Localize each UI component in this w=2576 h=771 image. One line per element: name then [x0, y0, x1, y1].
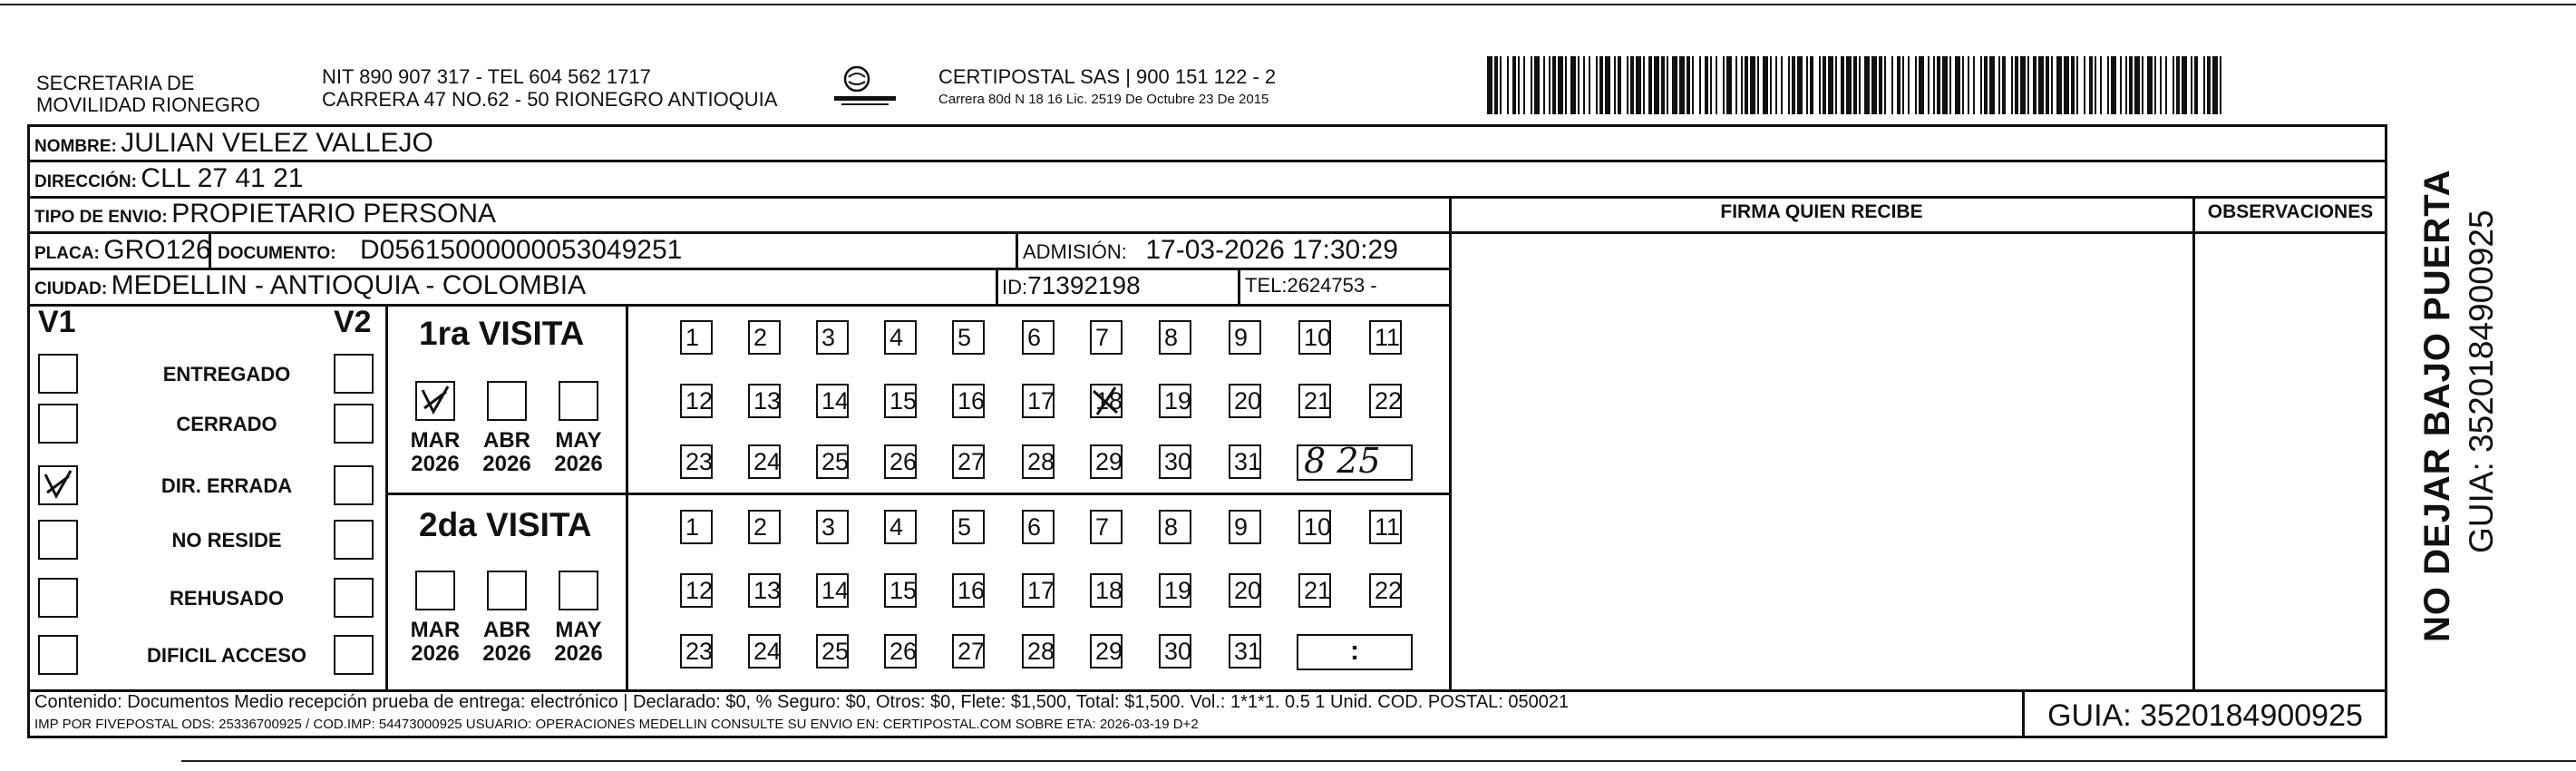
tel-row: [1245, 270, 1377, 304]
day-box[interactable]: 19: [1159, 384, 1191, 418]
year-label: 2026: [411, 452, 460, 476]
v2-checkbox[interactable]: [334, 465, 374, 505]
placa-label: PLACA:: [34, 244, 100, 263]
documento-value: D05615000000053049251: [360, 235, 683, 265]
status-label: DIR. ERRADA: [160, 474, 293, 497]
time-box[interactable]: :: [1297, 634, 1413, 670]
day-box[interactable]: 15: [884, 573, 917, 608]
imp-line: IMP POR FIVEPOSTAL ODS: 25336700925 / COD.IMP: 54473000925 USUARIO: OPERACIONES MEDELLIN CONSULTE SU ENVIO EN: CERTIPOSTAL.COM SOBRE ETA: 2026-03-19 D+2: [34, 717, 1199, 732]
v2-checkbox[interactable]: [334, 635, 374, 675]
observaciones-header: OBSERVACIONES: [2207, 201, 2374, 222]
v2-label: V2: [334, 305, 372, 339]
day-box[interactable]: 29: [1090, 444, 1123, 479]
day-box[interactable]: 13: [748, 384, 781, 418]
top-edge-line: [0, 4, 2576, 5]
day-box[interactable]: 14: [816, 573, 849, 608]
side-guia: GUIA: 3520184900925: [2463, 210, 2500, 553]
day-box[interactable]: 27: [952, 444, 985, 479]
address-line: CARRERA 47 NO.62 - 50 RIONEGRO ANTIOQUIA: [322, 88, 778, 111]
day-box[interactable]: 12: [680, 573, 713, 608]
day-box[interactable]: 2: [748, 510, 781, 544]
v1-checked-mark-icon: [38, 465, 78, 505]
id-divider: [996, 268, 998, 304]
day-box[interactable]: 1: [680, 510, 713, 544]
day-box[interactable]: 25: [816, 444, 849, 479]
status-label: CERRADO: [176, 413, 277, 435]
month-checkbox[interactable]: [487, 381, 527, 421]
tipo-row: [34, 199, 496, 234]
day-box[interactable]: 24: [748, 634, 781, 669]
tipo-label: TIPO DE ENVIO:: [34, 208, 168, 227]
nit-line: NIT 890 907 317 - TEL 604 562 1717: [322, 65, 651, 88]
courier-line-1: CERTIPOSTAL SAS | 900 151 122 - 2: [938, 65, 1277, 88]
day-box[interactable]: 21: [1298, 573, 1331, 608]
day-box[interactable]: 26: [884, 444, 917, 479]
v1-checkbox[interactable]: [38, 520, 78, 560]
day-box[interactable]: 6: [1022, 320, 1055, 355]
day-box[interactable]: 2: [748, 320, 781, 355]
admision-label: ADMISIÓN:: [1023, 240, 1127, 263]
day-box[interactable]: 28: [1022, 444, 1055, 479]
day-box[interactable]: 12: [680, 384, 713, 418]
placa-value: GRO126: [103, 235, 211, 265]
day-box[interactable]: 10: [1298, 510, 1331, 544]
day-box[interactable]: 7: [1090, 320, 1123, 355]
placa-row: [34, 235, 211, 270]
day-box[interactable]: 23: [680, 634, 713, 669]
sender-line-2: MOVILIDAD RIONEGRO: [36, 93, 260, 116]
documento-label: DOCUMENTO:: [218, 244, 336, 263]
status-label: DIFICIL ACCESO: [146, 644, 306, 667]
admision-divider: [1016, 231, 1018, 268]
v2-checkbox[interactable]: [334, 404, 374, 444]
day-box[interactable]: 27: [952, 634, 985, 669]
direccion-row: [34, 163, 303, 199]
nombre-row: [34, 128, 433, 163]
obs-column-divider: [2192, 196, 2195, 691]
id-label: ID:: [1002, 276, 1028, 298]
days-divider: [626, 304, 628, 691]
visits-divider: [385, 493, 1451, 495]
day-box[interactable]: 24: [748, 444, 781, 479]
nombre-value: JULIAN VELEZ VALLEJO: [121, 128, 433, 158]
ciudad-value: MEDELLIN - ANTIOQUIA - COLOMBIA: [111, 270, 587, 300]
v1-checkbox[interactable]: [38, 635, 78, 675]
day-box[interactable]: 13: [748, 573, 781, 608]
firma-column-divider: [1449, 196, 1452, 691]
day-box[interactable]: 17: [1022, 573, 1055, 608]
year-label: 2026: [482, 641, 531, 666]
day-box[interactable]: 3: [816, 510, 849, 544]
day-box[interactable]: 5: [952, 320, 985, 355]
contenido-line: Contenido: Documentos Medio recepción prueba de entrega: electrónico | Declarado: $0, % Seguro: $0, Otros: $0, Flete: $1,500, Total: $1,500. Vol.: 1*1*1. 0.5 1 Unid. COD. POSTAL: 050021: [34, 692, 1570, 712]
month-label: MAR: [410, 428, 461, 453]
month-label: MAR: [410, 618, 461, 642]
day-box[interactable]: 5: [952, 510, 985, 544]
day-box[interactable]: 3: [816, 320, 849, 355]
guia-box: GUIA: 3520184900925: [2047, 698, 2363, 733]
tel-divider: [1238, 268, 1240, 304]
day-box[interactable]: 17: [1022, 384, 1055, 418]
day-box[interactable]: 16: [952, 384, 985, 418]
tipo-value: PROPIETARIO PERSONA: [171, 199, 497, 229]
year-label: 2026: [482, 452, 531, 476]
day-box[interactable]: 4: [884, 510, 917, 544]
day-box[interactable]: 19: [1159, 573, 1191, 608]
day-box[interactable]: 30: [1159, 444, 1191, 479]
day-box[interactable]: 28: [1022, 634, 1055, 669]
admision-row: [1023, 235, 1398, 270]
status-label: REHUSADO: [170, 587, 284, 610]
day-box[interactable]: 8: [1159, 320, 1191, 355]
day-box[interactable]: 26: [884, 634, 917, 669]
tel-value: 2624753 -: [1287, 274, 1377, 297]
no-dejar-bajo-puerta: NO DEJAR BAJO PUERTA: [2417, 169, 2457, 642]
v2-checkbox[interactable]: [334, 354, 374, 394]
day-box[interactable]: 22: [1369, 384, 1402, 418]
day-box[interactable]: 22: [1369, 573, 1402, 608]
bottom-edge-line: [181, 760, 2576, 762]
direccion-value: CLL 27 41 21: [141, 163, 304, 193]
barcode: [1487, 56, 2223, 114]
month-label: MAY: [555, 428, 602, 453]
v1-checkbox[interactable]: [38, 354, 78, 394]
firma-header: FIRMA QUIEN RECIBE: [1720, 201, 1923, 222]
day-box[interactable]: 11: [1369, 320, 1402, 355]
v1-label: V1: [38, 305, 76, 339]
v1-checkbox[interactable]: [38, 578, 78, 618]
day-marked-icon: [1090, 384, 1123, 418]
month-checked-mark-icon: [415, 381, 455, 421]
day-box[interactable]: 18: [1090, 573, 1123, 608]
day-box[interactable]: 30: [1159, 634, 1191, 669]
documento-row: [218, 235, 682, 270]
visit-1-title: 1ra VISITA: [419, 315, 585, 352]
day-box[interactable]: 21: [1298, 384, 1331, 418]
handwritten-time: 8 25: [1304, 441, 1381, 481]
tel-label: TEL:: [1245, 274, 1288, 297]
day-box[interactable]: 20: [1229, 384, 1261, 418]
year-label: 2026: [554, 452, 603, 476]
courier-line-2: Carrera 80d N 18 16 Lic. 2519 De Octubre 23 De 2015: [938, 92, 1269, 107]
status-divider: [385, 304, 388, 691]
day-box[interactable]: 4: [884, 320, 917, 355]
day-box[interactable]: 25: [816, 634, 849, 669]
status-label: NO RESIDE: [171, 529, 282, 551]
month-checkbox[interactable]: [487, 571, 527, 610]
day-box[interactable]: 31: [1229, 444, 1261, 479]
day-box[interactable]: 31: [1229, 634, 1261, 669]
ciudad-row: [34, 270, 586, 306]
day-box[interactable]: 1: [680, 320, 713, 355]
day-box[interactable]: 6: [1022, 510, 1055, 544]
admision-value: 17-03-2026 17:30:29: [1145, 235, 1398, 265]
day-box[interactable]: 29: [1090, 634, 1123, 669]
day-box[interactable]: 8: [1159, 510, 1191, 544]
id-row: [1002, 270, 1141, 306]
day-box[interactable]: 15: [884, 384, 917, 418]
status-label: ENTREGADO: [162, 363, 291, 386]
v2-checkbox[interactable]: [334, 520, 374, 560]
day-box[interactable]: 9: [1229, 510, 1261, 544]
day-box[interactable]: 10: [1298, 320, 1331, 355]
courier-logo-icon: [832, 65, 898, 109]
year-label: 2026: [411, 641, 460, 666]
sender-line-1: SECRETARIA DE: [36, 72, 195, 94]
month-checkbox[interactable]: [559, 381, 598, 421]
month-label: MAY: [555, 618, 602, 642]
day-box[interactable]: 9: [1229, 320, 1261, 355]
nombre-label: NOMBRE:: [34, 137, 117, 156]
v2-checkbox[interactable]: [334, 578, 374, 618]
year-label: 2026: [554, 641, 603, 666]
ciudad-label: CIUDAD:: [34, 279, 108, 298]
day-box[interactable]: 18: [1090, 384, 1123, 418]
day-box[interactable]: 16: [952, 573, 985, 608]
direccion-label: DIRECCIÓN:: [34, 172, 137, 191]
month-label: ABR: [483, 428, 530, 453]
day-box[interactable]: 23: [680, 444, 713, 479]
v1-checkbox[interactable]: [38, 404, 78, 444]
id-value: 71392198: [1027, 271, 1141, 299]
month-checkbox[interactable]: [415, 571, 455, 610]
day-box[interactable]: 20: [1229, 573, 1261, 608]
day-box[interactable]: 14: [816, 384, 849, 418]
day-box[interactable]: 7: [1090, 510, 1123, 544]
visit-2-title: 2da VISITA: [419, 506, 592, 543]
month-label: ABR: [483, 618, 530, 642]
day-box[interactable]: 11: [1369, 510, 1402, 544]
month-checkbox[interactable]: [559, 571, 598, 610]
